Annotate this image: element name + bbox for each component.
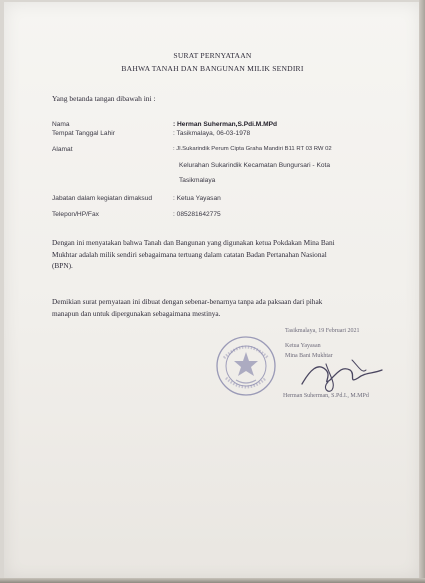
signature-org: Mina Bani Mukhtar [285,353,333,359]
organization-stamp-icon [214,334,278,398]
statement-line: Dengan ini menyatakan bahwa Tanah dan Bangunan yang digunakan ketua Pokdakan Mina Bani [52,238,335,247]
handwritten-signature-icon [292,340,392,398]
field-label-name: Nama [52,121,70,128]
field-label-position: Jabatan dalam kegiatan dimaksud [52,195,153,202]
field-value-phone: : 085281642775 [173,211,221,218]
intro-text: Yang betanda tangan dibawah ini : [52,94,156,103]
field-value-position: : Ketua Yayasan [173,195,221,202]
closing-paragraph [52,296,374,319]
signature-place-date: Tasikmalaya, 19 Februari 2021 [285,328,360,334]
field-value-birth: : Tasikmalaya, 06-03-1978 [173,130,251,137]
page-bottom-shadow [0,578,425,583]
field-value-address: : Jl.Sukarindik Perum Cipta Graha Mandiri B11 RT 03 RW 02 [173,146,332,152]
field-label-birth: Tempat Tanggal Lahir [52,130,115,137]
page-edge-shadow [419,0,425,583]
signature-role: Ketua Yayasan [285,343,321,349]
letter-paper [4,2,421,580]
field-value-address-line3: Tasikmalaya [179,177,216,184]
field-value-name: : Herman Suherman,S.Pdi.M.MPd [173,121,278,128]
field-label-phone: Telepon/HP/Fax [52,211,99,218]
document-title: SURAT PERNYATAAN [173,51,252,60]
field-value-address-line2: Kelurahan Sukarindik Kecamatan Bungursari - Kota [179,162,331,169]
statement-line: (BPN). [52,261,73,271]
statement-line: Mukhtar adalah milik sendiri sebagaimana tertuang dalam catatan Badan Pertanahan Nasional [52,249,327,259]
field-label-address: Alamat [52,146,73,153]
document-subtitle: BAHWA TANAH DAN BANGUNAN MILIK SENDIRI [121,64,304,73]
signature-name: Herman Suherman, S.Pd.I., M.MPd [283,393,369,399]
closing-line: Demikian surat pernyataan ini dibuat dengan sebenar-benarnya tanpa ada paksaan dari pihak [52,297,323,306]
statement-paragraph [52,237,374,272]
closing-line: manapun dan untuk dipergunakan sebagaimana mestinya. [52,308,221,318]
